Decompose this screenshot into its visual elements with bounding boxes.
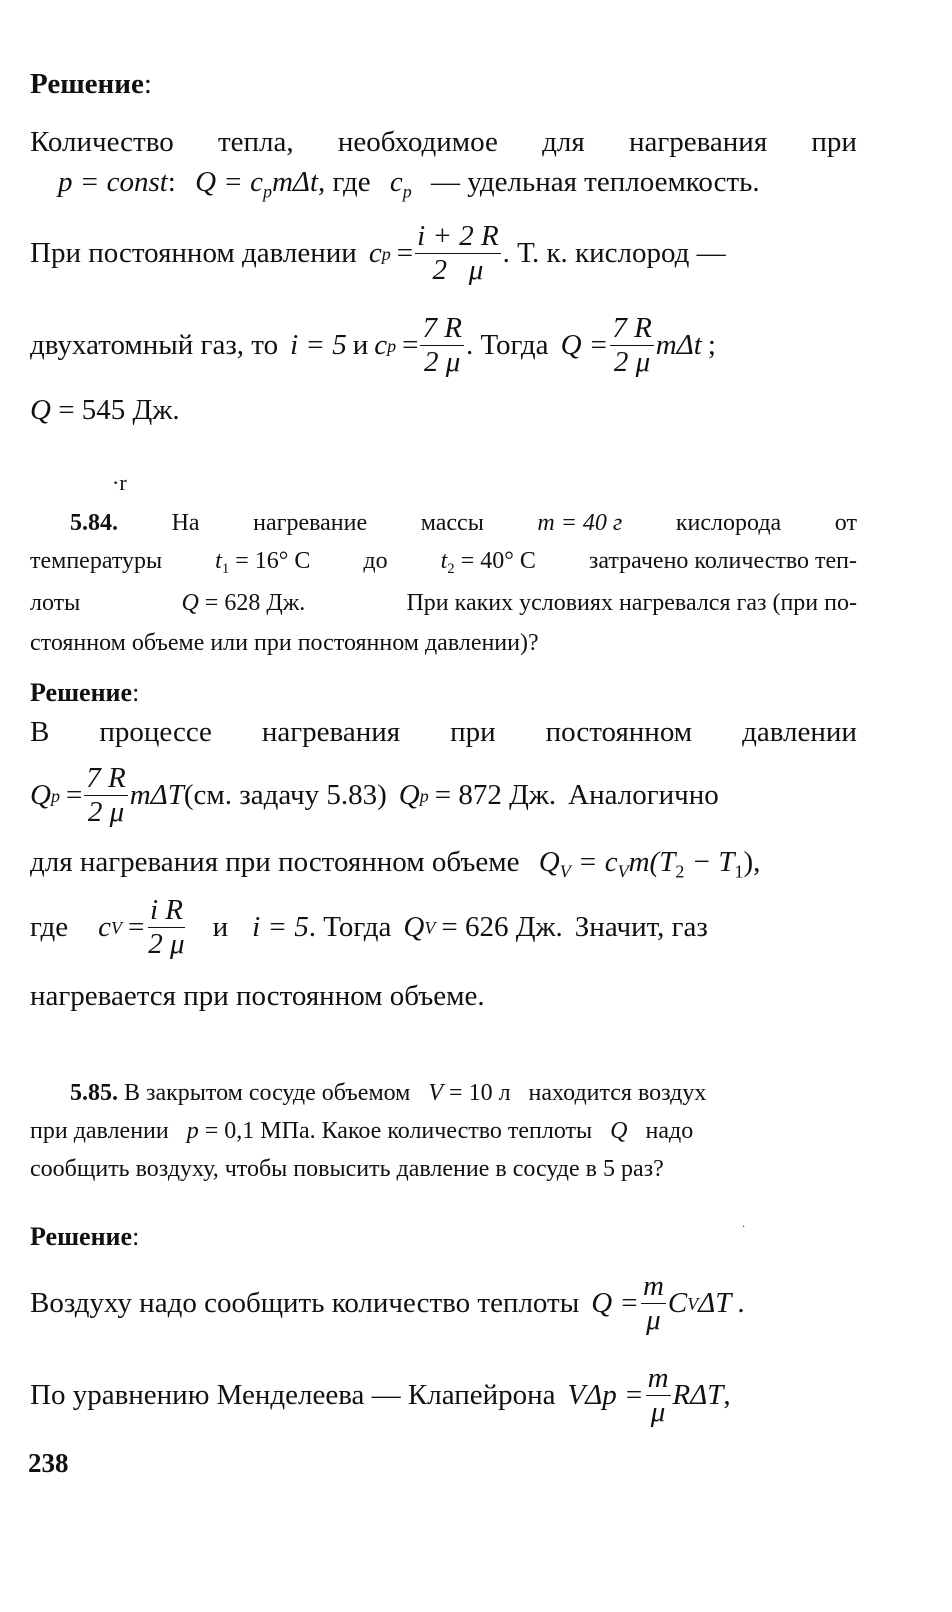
symbol: c (374, 329, 388, 362)
word: На (171, 510, 200, 536)
symbol: Q (30, 779, 51, 812)
problem-number: 5.84. (70, 510, 118, 536)
subscript: 1 (734, 861, 744, 882)
text: находится воздух (528, 1080, 707, 1106)
formula: Q = (591, 1287, 639, 1320)
condition-formula: p = const (58, 166, 168, 198)
subscript: p (263, 181, 272, 202)
text: . Тогда (308, 911, 392, 944)
subscript: 1 (221, 561, 230, 578)
heading-colon: : (132, 1222, 140, 1251)
fraction (146, 894, 186, 962)
equals: = (396, 237, 414, 270)
word: необходимое (337, 126, 498, 158)
stray-mark: ·r (112, 470, 127, 495)
result-value: = 545 Дж. (58, 394, 180, 426)
subscript: 2 (675, 861, 685, 882)
text: лоты (30, 590, 81, 616)
formula: i = 5 (252, 911, 309, 944)
word: для (542, 126, 585, 158)
formula-tail: mΔt (655, 329, 702, 362)
denominator: μ (650, 1396, 666, 1429)
fraction (646, 1362, 671, 1430)
text: Какое количество теплоты (321, 1118, 593, 1144)
denominator: 2 μ (148, 928, 185, 961)
text: Воздуху надо сообщить количество теплоты (30, 1287, 580, 1320)
punct: ), (743, 846, 761, 878)
punct: ; (707, 329, 716, 362)
heading-colon: : (143, 68, 152, 100)
text-line (70, 510, 857, 537)
value: = 16° С (235, 548, 311, 574)
punct: . (737, 1287, 745, 1320)
text: Значит, газ (574, 911, 708, 944)
numerator: 7 R (610, 312, 653, 346)
word: кислорода (675, 510, 782, 536)
heading-colon: : (132, 678, 140, 707)
fraction (610, 312, 653, 380)
value: = 40° С (460, 548, 536, 574)
page-number: 238 (28, 1448, 69, 1478)
fraction (84, 762, 127, 830)
text-line (30, 548, 857, 578)
text-line (30, 1118, 857, 1145)
text-line: Q p = $\frac{7 R}{2 \mu}$ mΔT (см. задачу 5.83) Q p = 872 Дж. Аналогично (30, 762, 719, 829)
formula: i = 5 (290, 329, 347, 362)
word: от (834, 510, 857, 536)
subscript: p (402, 181, 412, 202)
text-line (30, 1156, 857, 1183)
text: По уравнению Менделеева — Клапейрона (30, 1379, 556, 1412)
text-line (30, 716, 857, 749)
symbol: t (215, 548, 222, 574)
punct: , (723, 1379, 731, 1412)
word: постоянном (545, 716, 693, 748)
denominator: 2 μ (613, 346, 651, 379)
text: сообщить воздуху, чтобы повысить давление в сосуде в 5 раз? (30, 1156, 664, 1182)
formula: − T (684, 846, 735, 878)
symbol: Q (403, 911, 425, 944)
symbol: Q (610, 1118, 628, 1144)
text: При постоянном давлении (30, 237, 357, 270)
text-line: двухатомный газ, то i = 5 и c p = $\frac{7 R}{2 \mu}$ . Тогда Q = $\frac{7 R}{2 \mu}$ mΔt ; (30, 312, 716, 379)
text-line (30, 846, 857, 882)
numerator: 7 R (420, 312, 463, 346)
text: двухатомный газ, то (30, 329, 279, 362)
formula-tail: mΔt (271, 166, 319, 198)
text: температуры (30, 548, 163, 574)
denominator: 2 μ (424, 346, 461, 379)
heading-text: Решение (30, 678, 133, 707)
text: для нагревания при постоянном объеме (30, 846, 520, 878)
subscript: V (617, 861, 629, 882)
reference: (см. задачу 5.83) (183, 779, 387, 812)
text: В закрытом сосуде объемом (124, 1080, 411, 1106)
symbol: Q (181, 590, 199, 616)
symbol: c (368, 237, 382, 270)
symbol: p (186, 1118, 199, 1144)
symbol: t (440, 548, 448, 574)
formula-tail: ΔT (698, 1287, 732, 1320)
word: Количество (30, 126, 174, 158)
text: , где (318, 166, 371, 198)
word: при (450, 716, 496, 748)
symbol: Q (30, 394, 51, 426)
solution-heading (30, 68, 857, 101)
numerator: 7 R (84, 762, 127, 796)
word: нагревания (261, 716, 401, 748)
text: до (363, 548, 388, 574)
denominator: 2 μ (432, 254, 484, 287)
formula: = c (577, 846, 618, 878)
symbol: Q (398, 779, 420, 812)
symbol: Q (538, 846, 560, 878)
text: — удельная теплоемкость. (430, 166, 760, 198)
solution-heading (30, 678, 857, 708)
text-line (30, 590, 857, 617)
text-line (30, 394, 857, 427)
problem-number: 5.85. (70, 1080, 118, 1106)
equals: = (127, 911, 145, 944)
denominator: 2 μ (87, 796, 125, 829)
word: нагревания (628, 126, 768, 158)
text-line (30, 1362, 857, 1430)
equals: = (65, 779, 83, 812)
numerator: m (646, 1362, 671, 1396)
text-line (30, 980, 857, 1013)
text: и (212, 911, 229, 944)
word: процессе (99, 716, 212, 748)
symbol: V (428, 1080, 444, 1106)
text: Аналогично (568, 779, 719, 812)
text: При каких условиях нагревался газ (при по- (406, 590, 857, 616)
text-line (30, 126, 857, 159)
text: затрачено количество теп- (588, 548, 857, 574)
text: и (352, 329, 369, 362)
text-line: При постоянном давлении c p = $\frac{i + 2 R}{2 \mu}$ . Т. к. кислород — (30, 220, 726, 287)
denominator: μ (646, 1304, 661, 1337)
text-line (58, 166, 857, 202)
word: массы (420, 510, 484, 536)
text-line (70, 1080, 857, 1107)
text: стоянном объеме или при постоянном давлении)? (30, 630, 539, 656)
text-line: где c V = $\frac{\text{i R}}{2 \mu}$ и i = 5 . Тогда Q V = 626 Дж. Значит, газ (30, 894, 708, 961)
formula-tail: mΔT (129, 779, 184, 812)
text: нагревается при постоянном объеме. (30, 980, 485, 1012)
value: = 872 Дж. (434, 779, 557, 812)
formula: m(T (628, 846, 676, 878)
text: где (30, 911, 69, 944)
text: . Тогда (465, 329, 549, 362)
word: давлении (742, 716, 857, 748)
value: = 628 Дж. (204, 590, 306, 616)
word: при (811, 126, 857, 158)
formula-tail: RΔT (672, 1379, 724, 1412)
text: при давлении (30, 1118, 169, 1144)
symbol: C (667, 1287, 688, 1320)
formula: VΔp = (567, 1379, 644, 1412)
numerator: i R (148, 894, 185, 928)
subscript: 2 (447, 561, 455, 578)
value: = 10 л (449, 1080, 511, 1106)
heat-formula: Q = c (195, 166, 263, 198)
word: тепла, (217, 126, 294, 158)
equals: = (402, 329, 419, 362)
fraction (641, 1270, 666, 1338)
value: = 626 Дж. (441, 911, 563, 944)
numerator: m (641, 1270, 666, 1304)
solution-heading (30, 1222, 857, 1252)
speck: · (742, 1222, 746, 1233)
formula: Q = (560, 329, 609, 362)
symbol: c (389, 166, 403, 198)
fraction (420, 312, 463, 380)
text: надо (645, 1118, 694, 1144)
text-line (30, 630, 857, 657)
subscript: V (559, 861, 571, 882)
numerator: i + 2 R (415, 220, 501, 254)
heading-text: Решение (30, 68, 144, 100)
fraction (415, 220, 501, 288)
formula: m = 40 г (537, 510, 623, 536)
symbol: c (98, 911, 111, 944)
word: нагревание (253, 510, 368, 536)
value: = 0,1 МПа. (204, 1118, 316, 1144)
heading-text: Решение (30, 1222, 133, 1251)
punct: : (167, 166, 176, 198)
text-line: Воздуху надо сообщить количество теплоты Q = $\frac{m}{\mu}$ C V ΔT . (30, 1270, 745, 1337)
word: В (30, 716, 50, 748)
text: . Т. к. кислород — (502, 237, 726, 270)
